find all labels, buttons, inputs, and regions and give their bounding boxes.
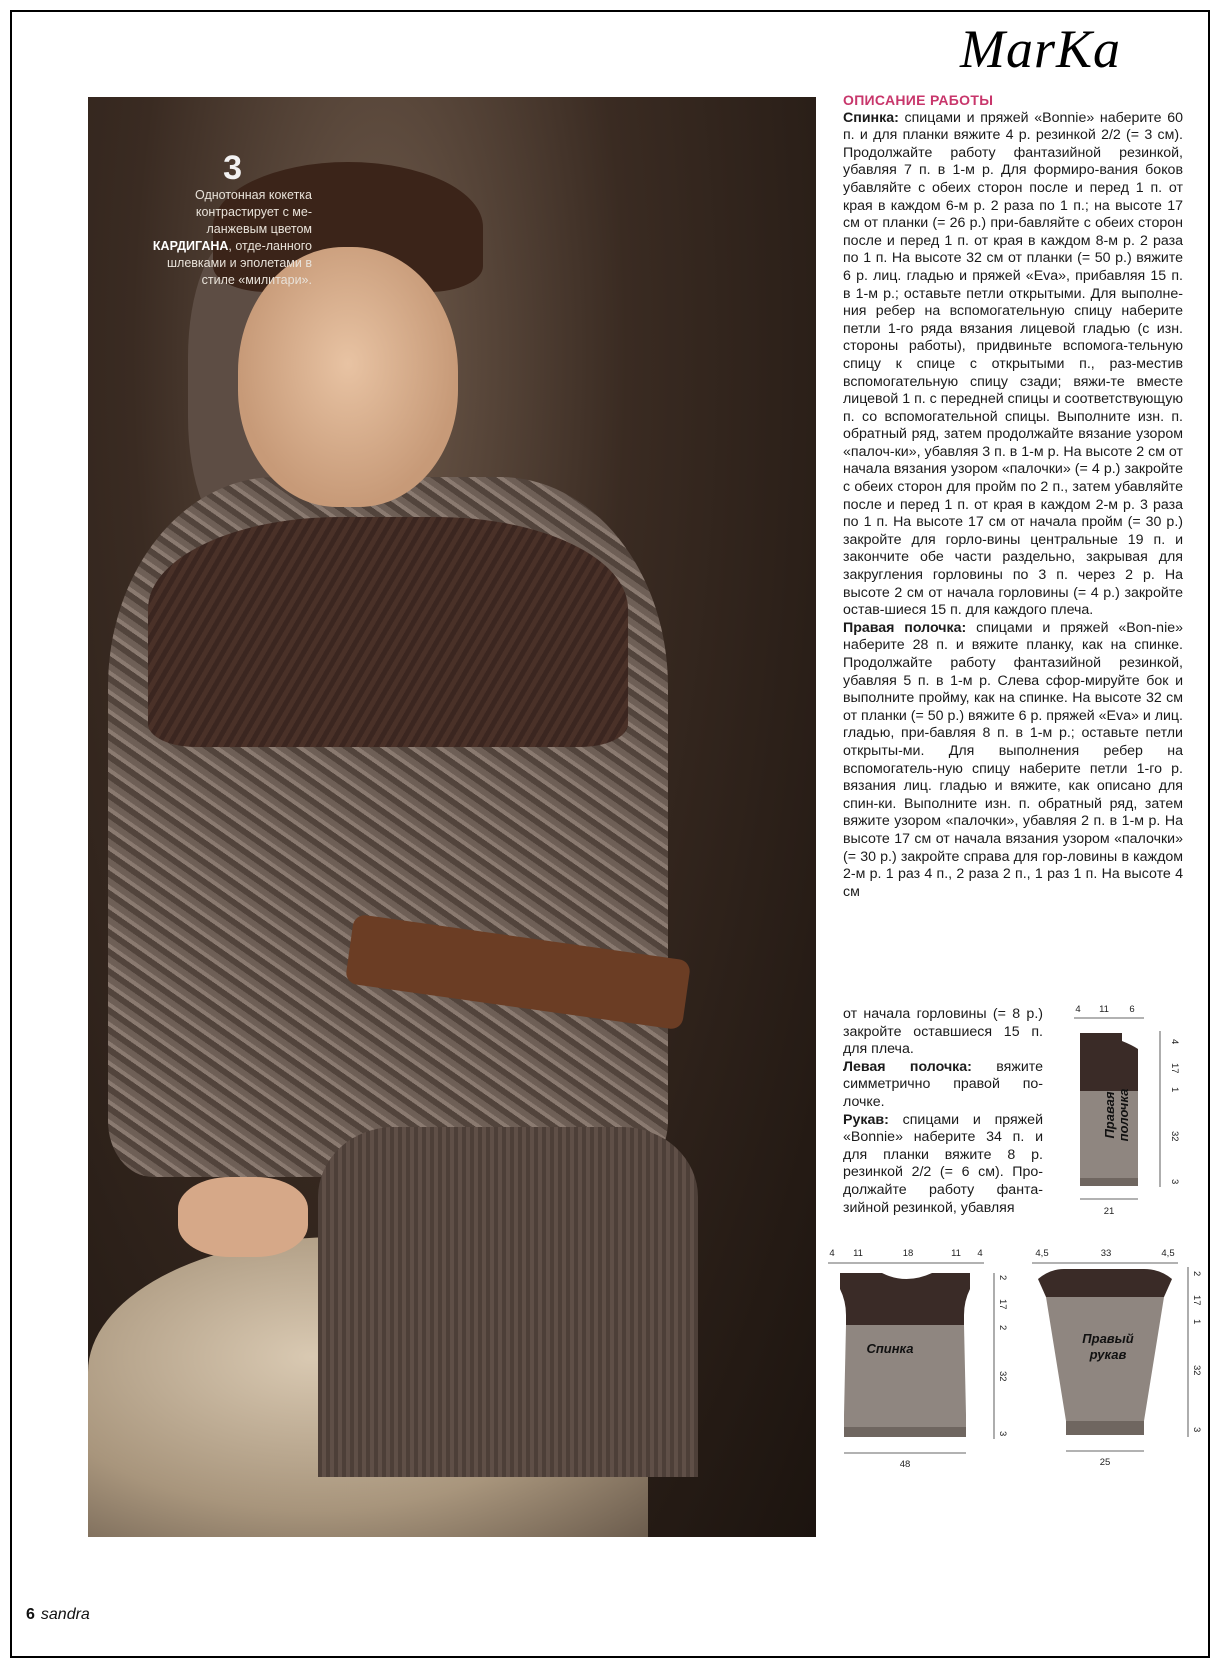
front-bottom-dim: 21 xyxy=(1103,1206,1115,1217)
page-footer xyxy=(26,1606,90,1624)
sleeve-band xyxy=(1066,1421,1144,1435)
back-schematic xyxy=(820,1245,1010,1510)
back-side-dim-1: 2 xyxy=(997,1275,1008,1281)
sleeve-paragraph xyxy=(843,1112,1043,1218)
sleeve-top-dim-3: 4,5 xyxy=(1161,1248,1175,1259)
front-side-dim-3: 1 xyxy=(1169,1087,1180,1093)
left-front-text: вяжите симметрично правой по-лочке. xyxy=(843,1058,1043,1110)
back-top-dim-1: 4 xyxy=(829,1248,835,1259)
sleeve-side-dim-2: 17 xyxy=(1191,1295,1202,1306)
front-side-dim-2: 17 xyxy=(1169,1063,1180,1074)
back-side-dim-4: 32 xyxy=(997,1371,1008,1382)
right-front-title: Правая полочка: xyxy=(843,619,967,636)
back-title: Спинка: xyxy=(843,109,899,126)
sleeve-side-dim-3: 1 xyxy=(1191,1319,1202,1325)
sleeve-label-2: рукав xyxy=(1089,1347,1127,1362)
photo-caption xyxy=(142,149,312,289)
front-label-2: полочка xyxy=(1116,1088,1131,1142)
sleeve-top-dim-1: 4,5 xyxy=(1035,1248,1049,1259)
sleeve-text: спицами и пряжей «Bonnie» наберите 34 п. и для планки вяжите 8 р. резинкой 2/2 (= 6 см). Про-должайте работу фанта-зийной резинкой, убавляя xyxy=(843,1111,1043,1216)
right-front-paragraph xyxy=(843,620,1183,902)
caption-bold: КАРДИГАНА xyxy=(152,239,229,253)
front-side-dim-1: 4 xyxy=(1169,1039,1180,1045)
front-label-1: Правая xyxy=(1102,1091,1117,1139)
model-photo xyxy=(88,97,816,1537)
front-top-dim-1: 4 xyxy=(1075,1004,1081,1015)
back-side-dim-2: 17 xyxy=(997,1299,1008,1310)
model-number: 3 xyxy=(223,149,242,187)
sleeve-side-dim-5: 3 xyxy=(1191,1427,1202,1433)
front-side-dim-5: 3 xyxy=(1169,1179,1180,1185)
back-label: Спинка xyxy=(866,1341,914,1356)
back-side-dim-3: 2 xyxy=(997,1325,1008,1331)
back-top-dim-4: 11 xyxy=(951,1248,961,1259)
left-front-paragraph xyxy=(843,1059,1043,1112)
back-yoke-shape xyxy=(840,1273,970,1325)
right-front-text: спицами и пряжей «Bon-nie» наберите 28 п. и вяжите планку, как на спинке. Продолжайте работу фантазийной резинкой, убавляя 5 п. в 1-м р. Слева сфор-мируйте бок и выполните пройму, как на спинке. На высоте 32 см от планки (= 50 р.) вяжите 6 р. пряжей «Eva» и лиц. гладью, при-бавляя 8 п. в 1-м р.; оставьте петли открыты-ми. Для выполнения ребер на вспомогатель-ную спицу наберите петли 1-го р. вязания лиц. гладью и вяжите, как описано для спин-ки. Выполните изн. п. обратный ряд, затем вяжите узором «палочки», убавляя 2 п. в 1-м р. На высоте 17 см от начала вязания узором «палочки» (= 30 р.) закройте справа для гор-ловины в каждом 2-м р. 1 раз 4 п., 2 раза 2 п., 1 раз 1 п. На высоте 4 см xyxy=(843,619,1184,900)
page-number: 6 xyxy=(26,1606,35,1623)
magazine-name: sandra xyxy=(40,1606,90,1623)
section-heading: ОПИСАНИЕ РАБОТЫ xyxy=(843,92,994,108)
back-top-dim-2: 11 xyxy=(853,1248,863,1259)
back-band xyxy=(844,1427,966,1437)
hand xyxy=(178,1177,308,1257)
caption-text-2: , отде-ланного шлевками и эполетами в стиле «милитари». xyxy=(167,239,312,287)
instructions-narrow-column xyxy=(843,1006,1043,1217)
sleeve-label-1: Правый xyxy=(1082,1331,1134,1346)
front-top-dim-2: 11 xyxy=(1099,1004,1109,1015)
front-band xyxy=(1080,1178,1138,1186)
back-bottom-dim: 48 xyxy=(899,1459,911,1470)
caption-text-1: Однотонная кокетка контрастирует с ме-ланжевым цветом xyxy=(195,188,312,236)
back-top-dim-5: 4 xyxy=(977,1248,983,1259)
watermark-marka: MarKa xyxy=(960,19,1122,79)
back-side-dim-5: 3 xyxy=(997,1431,1008,1437)
back-text: спицами и пряжей «Bonnie» наберите 60 п. и для планки вяжите 4 р. резинкой 2/2 (= 3 см). Продолжайте работу фантазийной резинкой, убавляя 7 п. в 1-м р. Для формиро-вания боков убавляйте с обеих сторон после и перед 1 п. от края в каждом 6-м р. 2 раза по 1 п.; на высоте 17 см от планки (= 26 р.) при-бавляйте с обеих сторон после и перед 1 п. от края в каждом 8-м р. 2 раза по 1 п. На высоте 32 см от планки (= 50 р.) вяжите 6 р. лиц. гладью и пряжей «Eva», прибавляя 15 п. в 1-м р.; оставьте петли открытыми. Для выполне-ния ребер на вспомогательную спицу наберите петли 1-го ряда вязания лицевой гладью (с изн. стороны работы), придвиньте вспомога-тельную спицу к спице с открытыми п., раз-местив вспомогательную спицу сзади; вяжи-те вместе лицевой 1 п. с передней спицы и соответствующую п. со вспомогательной спицы. Выполните изн. п. обратный ряд, затем продолжайте вязание узором «палоч-ки», убавляя 3 п. в 1-м р. На высоте 2 см от начала вязания узором «палочки» (= 4 р.) закройте с обеих сторон для пройм по 2 п., затем убавляйте после и перед 1 п. от края в каждом 2-м р. 3 раза по 1 п. На высоте 17 см от начала пройм (= 30 р.) закройте для горло-вины центральные 19 п. и закончите обе части раздельно, закрывая для закругления горловины по 3 п. через 2 р. На высоте 2 см от начала горловины (= 4 р.) закройте остав-шиеся 15 п. для каждого плеча. xyxy=(843,109,1183,619)
right-front-tail: от начала горловины (= 8 р.) закройте оставшиеся 15 п. для плеча. xyxy=(843,1006,1043,1058)
sleeve-schematic xyxy=(1028,1245,1206,1510)
front-side-dim-4: 32 xyxy=(1169,1131,1180,1142)
sleeve-side-dim-4: 32 xyxy=(1191,1365,1202,1376)
sleeve-top-dim-2: 33 xyxy=(1100,1248,1112,1259)
front-yoke-shape xyxy=(1080,1033,1138,1091)
instructions-column xyxy=(843,92,1183,901)
right-front-schematic xyxy=(1052,1003,1202,1233)
front-top-dim-3: 6 xyxy=(1129,1004,1135,1015)
left-front-title: Левая полочка: xyxy=(843,1058,972,1075)
cardigan-yoke xyxy=(148,517,628,747)
back-top-dim-3: 18 xyxy=(902,1248,914,1259)
back-paragraph xyxy=(843,110,1183,620)
sleeve-title: Рукав: xyxy=(843,1111,889,1128)
sleeve-bottom-dim: 25 xyxy=(1099,1457,1111,1468)
sleeve-side-dim-1: 2 xyxy=(1191,1271,1202,1277)
sleeve-top-shape xyxy=(1038,1269,1172,1297)
pants xyxy=(318,1127,698,1477)
